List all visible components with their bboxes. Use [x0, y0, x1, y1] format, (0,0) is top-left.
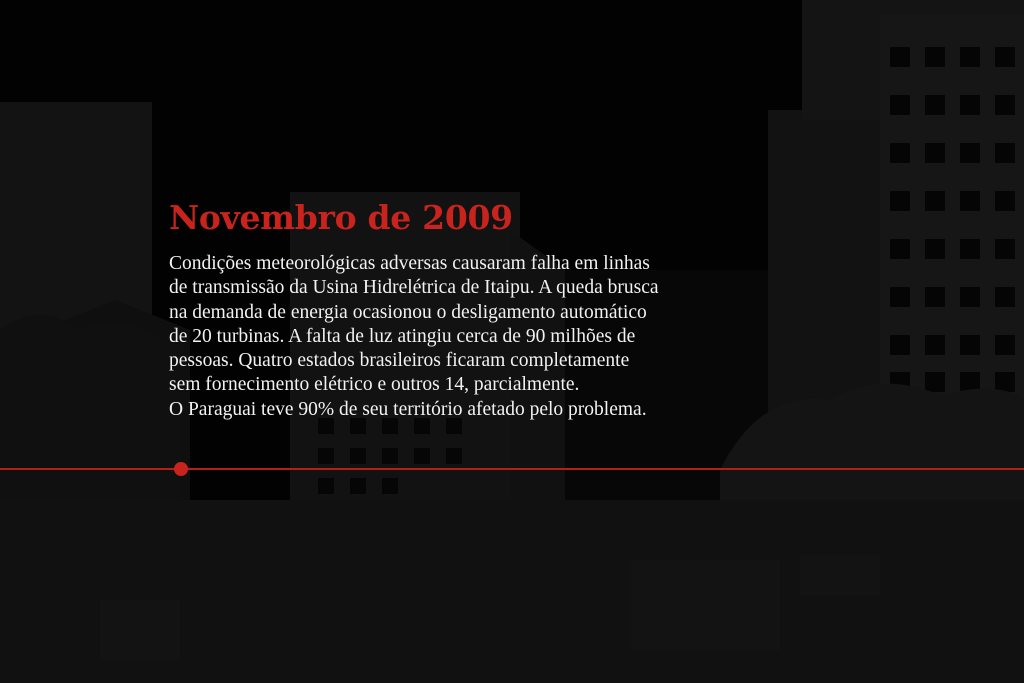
- timeline-marker-dot[interactable]: [174, 462, 188, 476]
- event-title: Novembro de 2009: [169, 198, 513, 237]
- event-description: Condições meteorológicas adversas causaram falha em linhas de transmissão da Usina Hidrelétrica de Itaipu. A queda brusca na demanda de energia ocasionou o desligamento automático de 20 turbinas. A falta de luz atingiu cerca de 90 milhões de pessoas. Quatro estados brasileiros ficaram completamente sem fornecimento elétrico e outros 14, parcialmente. O Paraguai teve 90% de seu território afetado pelo problema.: [169, 253, 659, 420]
- event-card: [169, 196, 789, 422]
- timeline-line: [0, 468, 1024, 470]
